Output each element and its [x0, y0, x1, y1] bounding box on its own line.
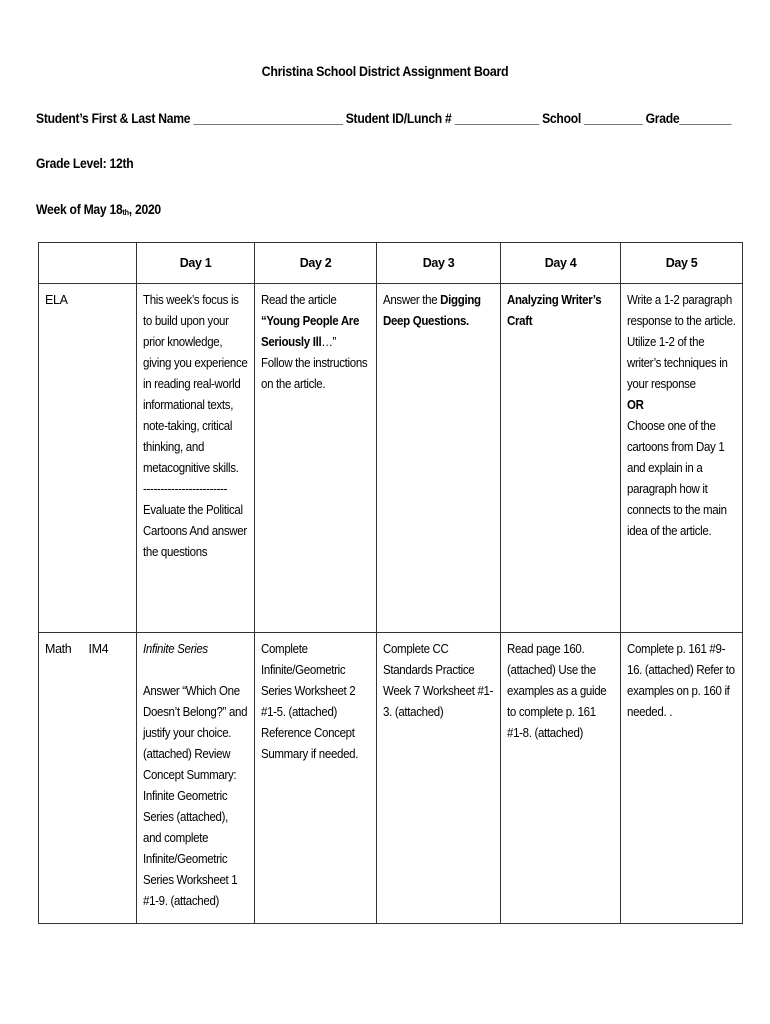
math-row	[39, 633, 743, 924]
math-day-4	[501, 633, 621, 924]
math-day1-text: Answer “Which One Doesn’t Belong?” and justify your choice. (attached) Review Concept Summary: Infinite Geometric Series (attached), and complete Infinite/Geometric Series Worksheet 1 #1-9. (attached)	[143, 684, 248, 908]
ela-day2-instructions: Follow the instructions on the article.	[261, 356, 368, 391]
page-title: Christina School District Assignment Board	[261, 64, 509, 79]
week-of	[36, 202, 161, 217]
math-day-3	[377, 633, 501, 924]
ela-day-4	[501, 284, 621, 633]
header-day-2: Day 2	[255, 243, 377, 284]
math-subject: Math	[39, 633, 83, 924]
math-day-1	[137, 633, 255, 924]
header-day-5: Day 5	[621, 243, 743, 284]
math-day3-text: Complete CC Standards Practice Week 7 Worksheet #1-3. (attached)	[383, 642, 494, 719]
math-course: IM4	[83, 633, 137, 924]
ela-day5-response: Write a 1-2 paragraph response to the article. Utilize 1-2 of the writer’s techniques in your response	[627, 293, 736, 391]
week-year: , 2020	[128, 202, 161, 217]
math-day5-text: Complete p. 161 #9-16. (attached) Refer to examples on p. 160 if needed. .	[627, 642, 735, 719]
header-row	[39, 243, 743, 284]
math-day4-text: Read page 160. (attached) Use the examples as a guide to complete p. 161 #1-8. (attached)	[507, 642, 607, 740]
assignment-table	[38, 242, 743, 924]
student-info-line: Student’s First & Last Name _______________________ Student ID/Lunch # _____________ School _________ Grade________	[36, 111, 732, 126]
math-day-2	[255, 633, 377, 924]
ela-day-5	[621, 284, 743, 633]
math-day2-text: Complete Infinite/Geometric Series Worksheet 2 #1-5. (attached) Reference Concept Summary if needed.	[261, 642, 359, 761]
ela-day-3	[377, 284, 501, 633]
ela-day-2	[255, 284, 377, 633]
ela-day5-cartoon: Choose one of the cartoons from Day 1 and explain in a paragraph how it connects to the main idea of the article.	[627, 419, 727, 538]
math-day-5	[621, 633, 743, 924]
ela-day3-prefix: Answer the	[383, 293, 441, 307]
week-suffix: th	[122, 208, 129, 217]
header-blank-cell	[39, 243, 137, 284]
week-prefix: Week of May 18	[36, 202, 123, 217]
ela-row	[39, 284, 743, 633]
ela-day2-prefix: Read the article	[261, 293, 337, 307]
ela-day2-article-title: “Young People Are Seriously Ill	[261, 314, 360, 349]
ela-day3-bold: Digging Deep Questions.	[383, 293, 481, 328]
header-day-3: Day 3	[377, 243, 501, 284]
header-day-1: Day 1	[137, 243, 255, 284]
ela-day4-bold: Analyzing Writer’s Craft	[507, 293, 602, 328]
ela-day5-or: OR	[627, 398, 644, 412]
ela-day-1	[137, 284, 255, 633]
ela-day1-divider: ------------------------	[143, 482, 228, 496]
ela-day1-focus: This week’s focus is to build upon your prior knowledge, giving you experience in reading real-world informational texts, note-taking, critical thinking, and metacognitive skills.	[143, 293, 248, 475]
header-day-4: Day 4	[501, 243, 621, 284]
ela-day1-cartoons: Evaluate the Political Cartoons And answer the questions	[143, 503, 247, 559]
ela-subject: ELA	[39, 284, 137, 633]
ela-day2-title-end: …”	[321, 335, 337, 349]
grade-level: Grade Level: 12th	[36, 156, 134, 171]
math-day1-topic: Infinite Series	[143, 642, 208, 656]
